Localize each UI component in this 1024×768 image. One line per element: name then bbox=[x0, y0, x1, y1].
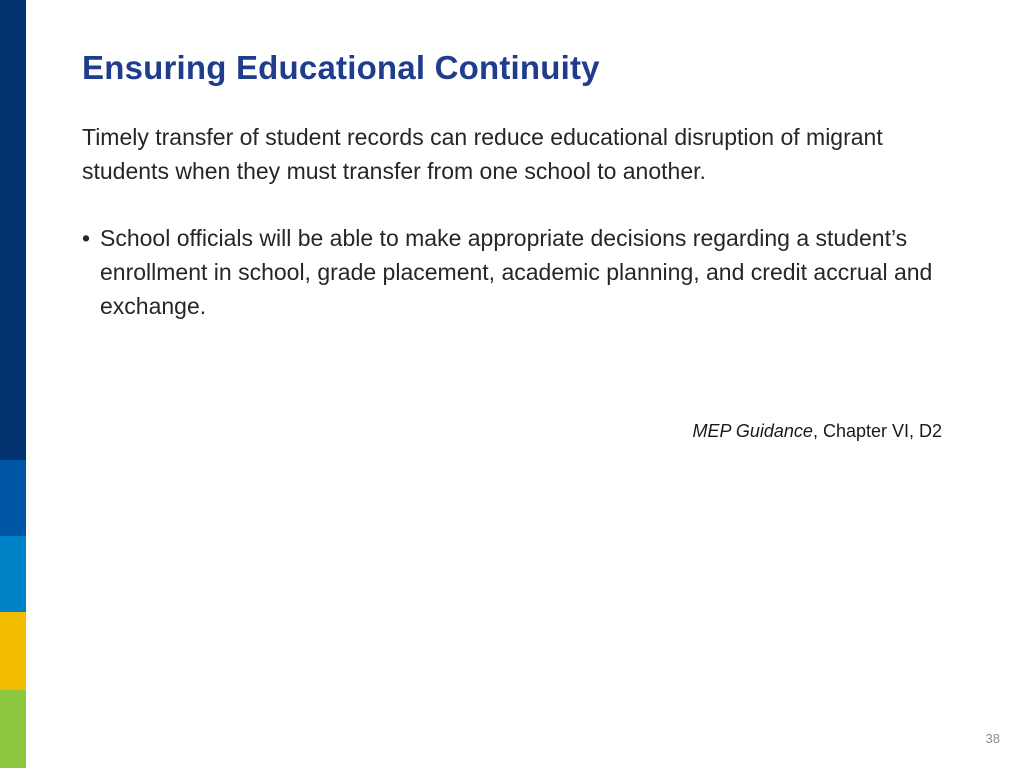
side-bar-segment-light-blue bbox=[0, 536, 26, 612]
bullet-text: School officials will be able to make appropriate decisions regarding a student’s enrollment in school, grade placement, academic planning, and credit accrual and exchange. bbox=[100, 225, 933, 319]
citation bbox=[693, 419, 942, 443]
bullet-marker: • bbox=[82, 225, 91, 251]
intro-paragraph: Timely transfer of student records can reduce educational disruption of migrant students when they must transfer from one school to another. bbox=[82, 124, 883, 184]
slide-title: Ensuring Educational Continuity bbox=[82, 49, 600, 86]
page-number: 38 bbox=[985, 731, 1000, 746]
side-bar-segment-yellow bbox=[0, 612, 26, 690]
bullet-list bbox=[82, 221, 962, 323]
side-color-bar bbox=[0, 0, 26, 768]
citation-location: , Chapter VI, D2 bbox=[812, 421, 942, 441]
side-bar-segment-blue bbox=[0, 460, 26, 536]
side-bar-segment-navy bbox=[0, 0, 26, 460]
side-bar-segment-green bbox=[0, 690, 26, 768]
bullet-item bbox=[82, 221, 962, 323]
citation-source-title: MEP Guidance bbox=[692, 421, 813, 441]
